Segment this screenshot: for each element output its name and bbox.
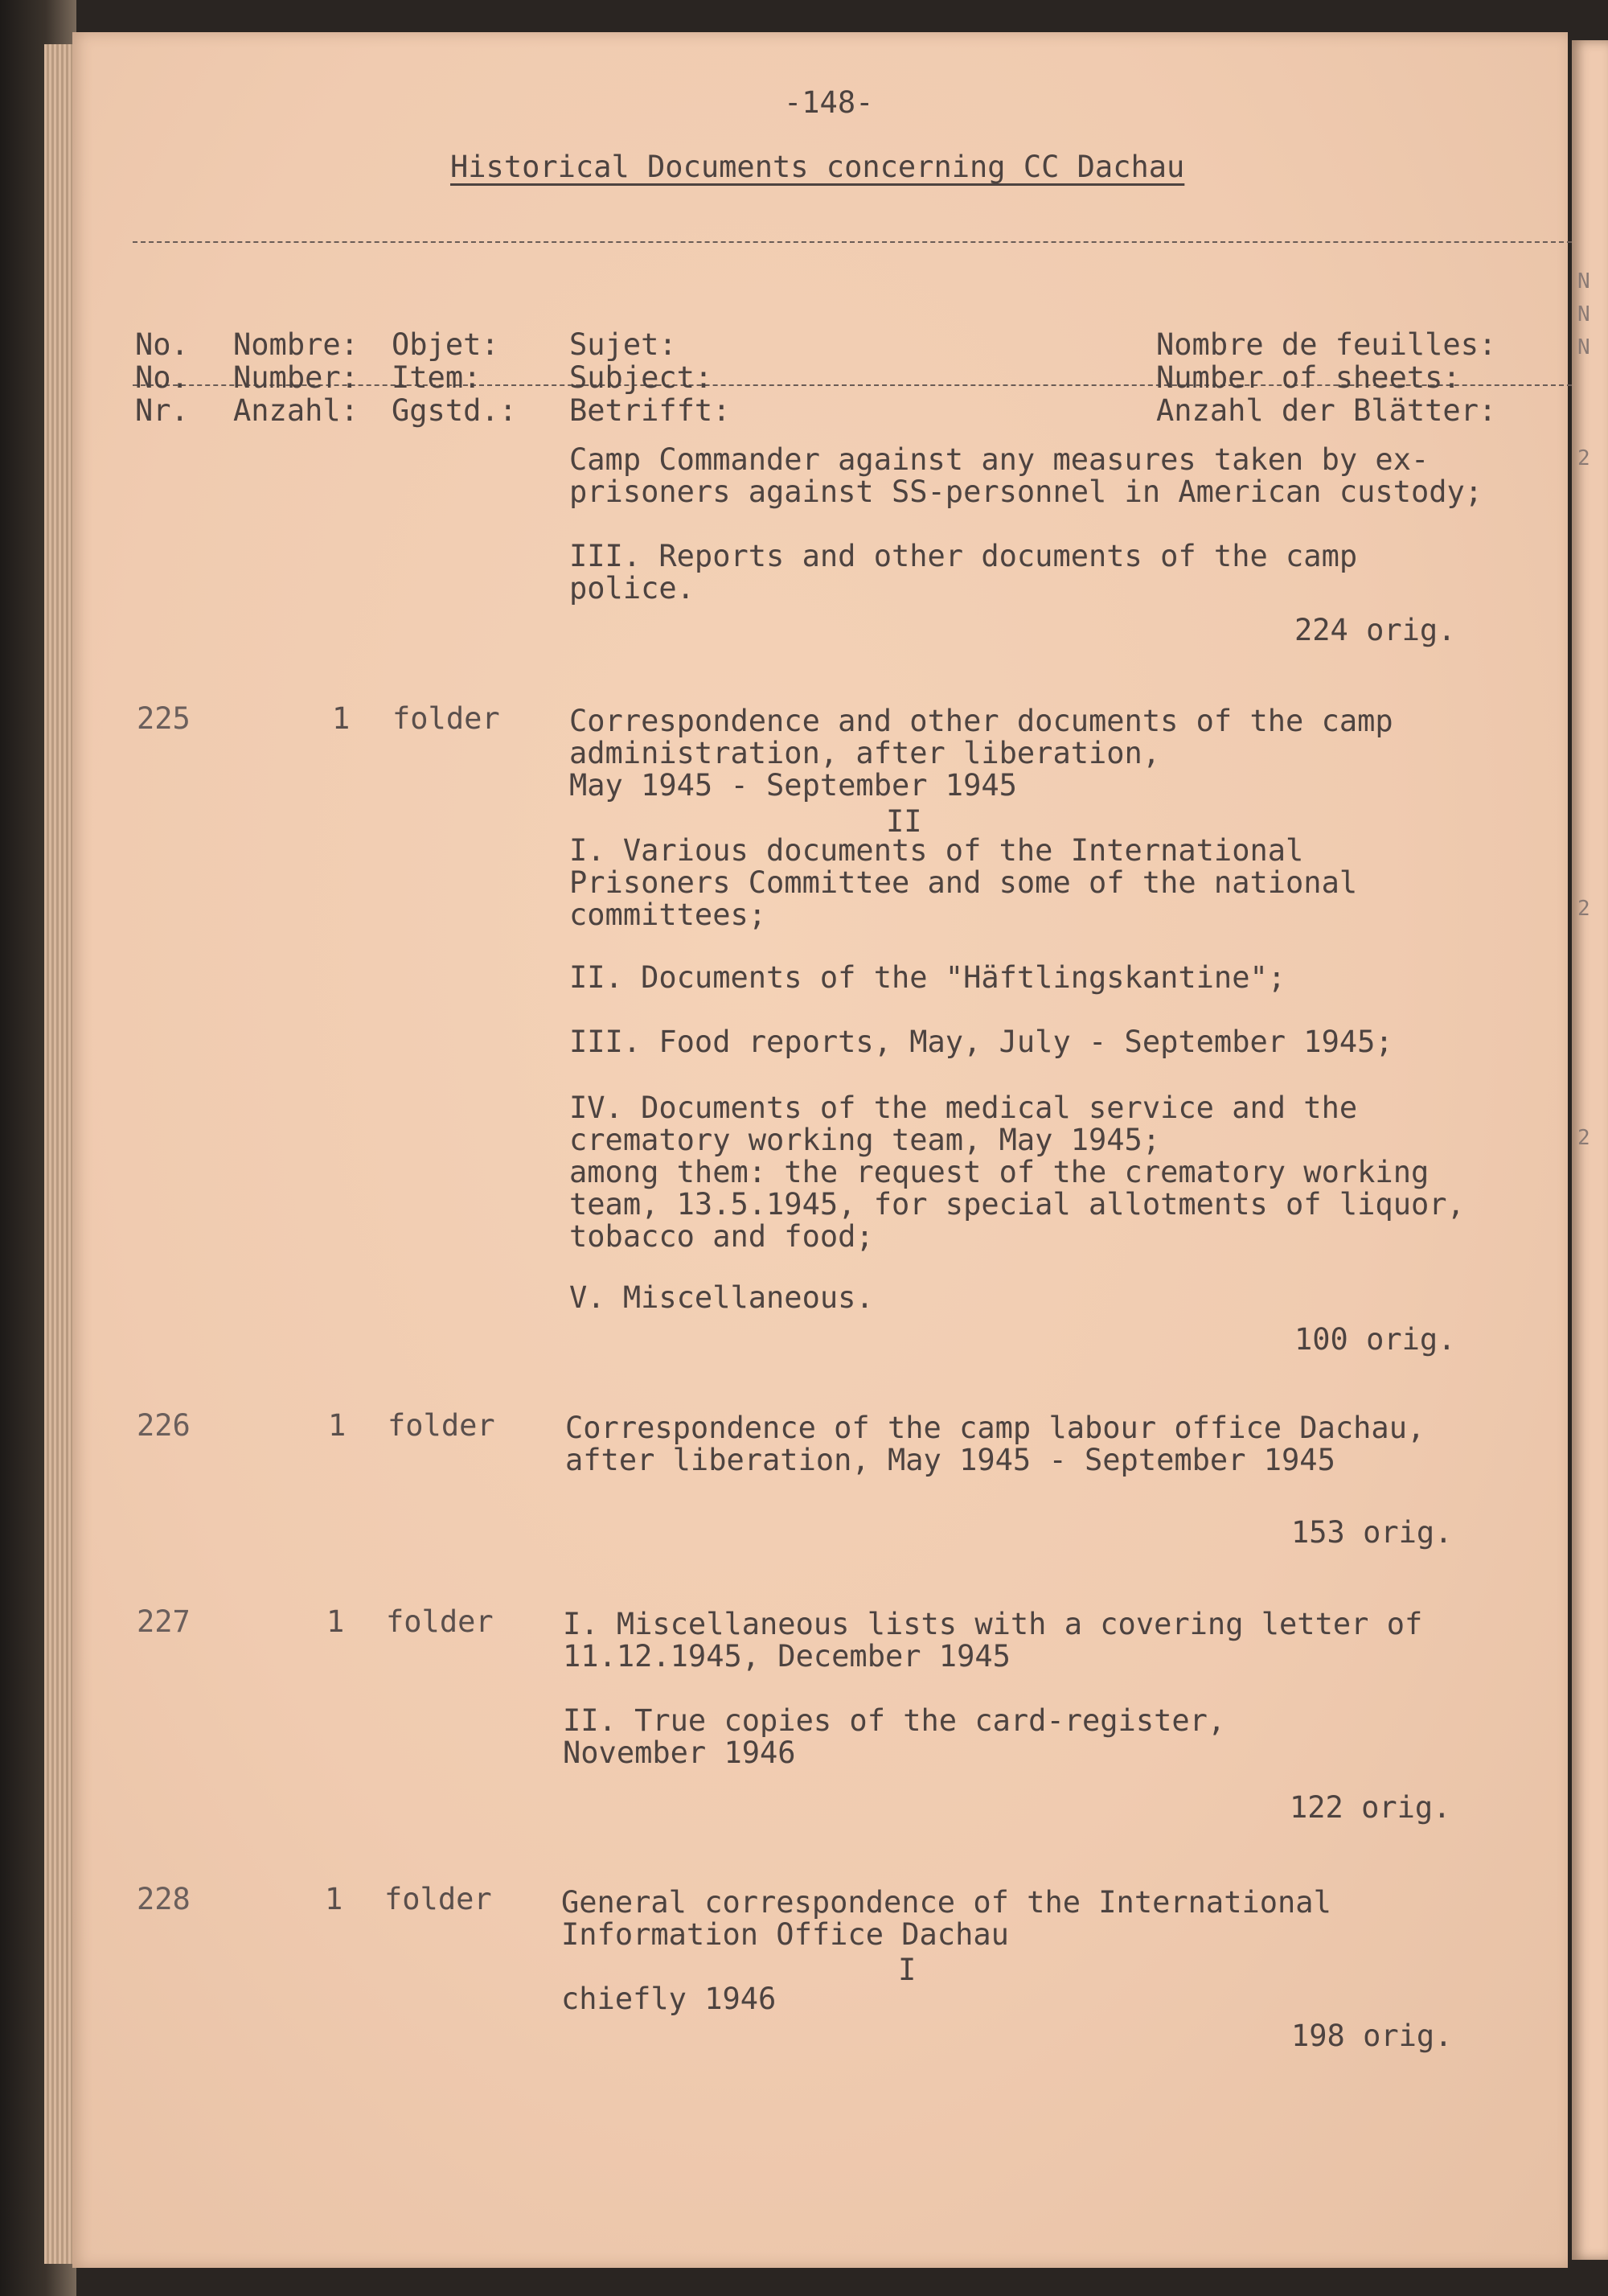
adjacent-page-fragment: 2 bbox=[1577, 897, 1590, 921]
entry-subject: chiefly 1946 bbox=[561, 1982, 777, 2016]
entry-item: folder bbox=[384, 1882, 492, 1916]
continuation-text: III. Reports and other documents of the camp police. bbox=[569, 539, 1358, 606]
entry-count: 1 bbox=[326, 1604, 345, 1639]
page-number: -148- bbox=[784, 85, 874, 120]
adjacent-page-fragment: 2 bbox=[1577, 1126, 1590, 1150]
entry-count: 1 bbox=[328, 1408, 347, 1443]
header-col-number: Nombre: Number: Anzahl: bbox=[233, 327, 359, 428]
entry-subject: General correspondence of the International Information Office Dachau bbox=[561, 1885, 1331, 1952]
header-col-subject: Sujet: Subject: Betrifft: bbox=[569, 327, 731, 428]
entry-item: folder bbox=[388, 1408, 495, 1443]
entry-count: 1 bbox=[332, 701, 351, 736]
entry-number: 227 bbox=[137, 1604, 191, 1639]
sheet-count: 198 orig. bbox=[1291, 2019, 1453, 2053]
sheet-count: 224 orig. bbox=[1294, 613, 1456, 647]
entry-subject: IV. Documents of the medical service and the crematory working team, May 1945; among them: the request of the crematory working team, 13.5.1945, for special allotments of liquor, tobacco and food; bbox=[569, 1090, 1465, 1254]
entry-subject: I. Various documents of the International Prisoners Committee and some of the national committees; bbox=[569, 833, 1358, 932]
header-rule-top bbox=[133, 241, 1572, 243]
entry-subject: Correspondence and other documents of the camp administration, after liberation, May 1945 - September 1945 bbox=[569, 704, 1393, 803]
entry-item: folder bbox=[386, 1604, 494, 1639]
sheet-count: 153 orig. bbox=[1291, 1515, 1453, 1550]
continuation-text: Camp Commander against any measures taken by ex- prisoners against SS-personnel in American custody; bbox=[569, 442, 1483, 509]
entry-subject: I. Miscellaneous lists with a covering letter of 11.12.1945, December 1945 bbox=[563, 1607, 1423, 1674]
sheet-count: 122 orig. bbox=[1290, 1790, 1451, 1825]
entry-number: 226 bbox=[137, 1408, 191, 1443]
entry-item: folder bbox=[392, 701, 500, 736]
header-col-sheets: Nombre de feuilles: Number of sheets: Anzahl der Blätter: bbox=[1156, 327, 1497, 428]
page-title: Historical Documents concerning CC Dachau bbox=[450, 150, 1185, 184]
adjacent-page-fragment: N bbox=[1577, 335, 1590, 359]
section-mark: I bbox=[898, 1953, 917, 1987]
entry-number: 225 bbox=[137, 701, 191, 736]
header-col-no: No. No. Nr. bbox=[135, 327, 189, 428]
entry-subject: III. Food reports, May, July - September 1945; bbox=[569, 1025, 1393, 1059]
adjacent-page-fragment: N bbox=[1577, 302, 1590, 327]
adjacent-page-fragment: N bbox=[1577, 269, 1590, 294]
entry-subject: II. True copies of the card-register, November 1946 bbox=[563, 1703, 1226, 1770]
entry-subject: Correspondence of the camp labour office Dachau, after liberation, May 1945 - September 1945 bbox=[565, 1411, 1425, 1477]
entry-count: 1 bbox=[325, 1882, 343, 1916]
header-col-item: Objet: Item: Ggstd.: bbox=[392, 327, 517, 428]
entry-number: 228 bbox=[137, 1882, 191, 1916]
sheet-count: 100 orig. bbox=[1294, 1322, 1456, 1357]
entry-subject: V. Miscellaneous. bbox=[569, 1280, 874, 1315]
adjacent-page-edge bbox=[1572, 40, 1608, 2260]
section-mark: II bbox=[886, 804, 922, 839]
entry-subject: II. Documents of the "Häftlingskantine"; bbox=[569, 960, 1286, 995]
adjacent-page-fragment: 2 bbox=[1577, 446, 1590, 470]
